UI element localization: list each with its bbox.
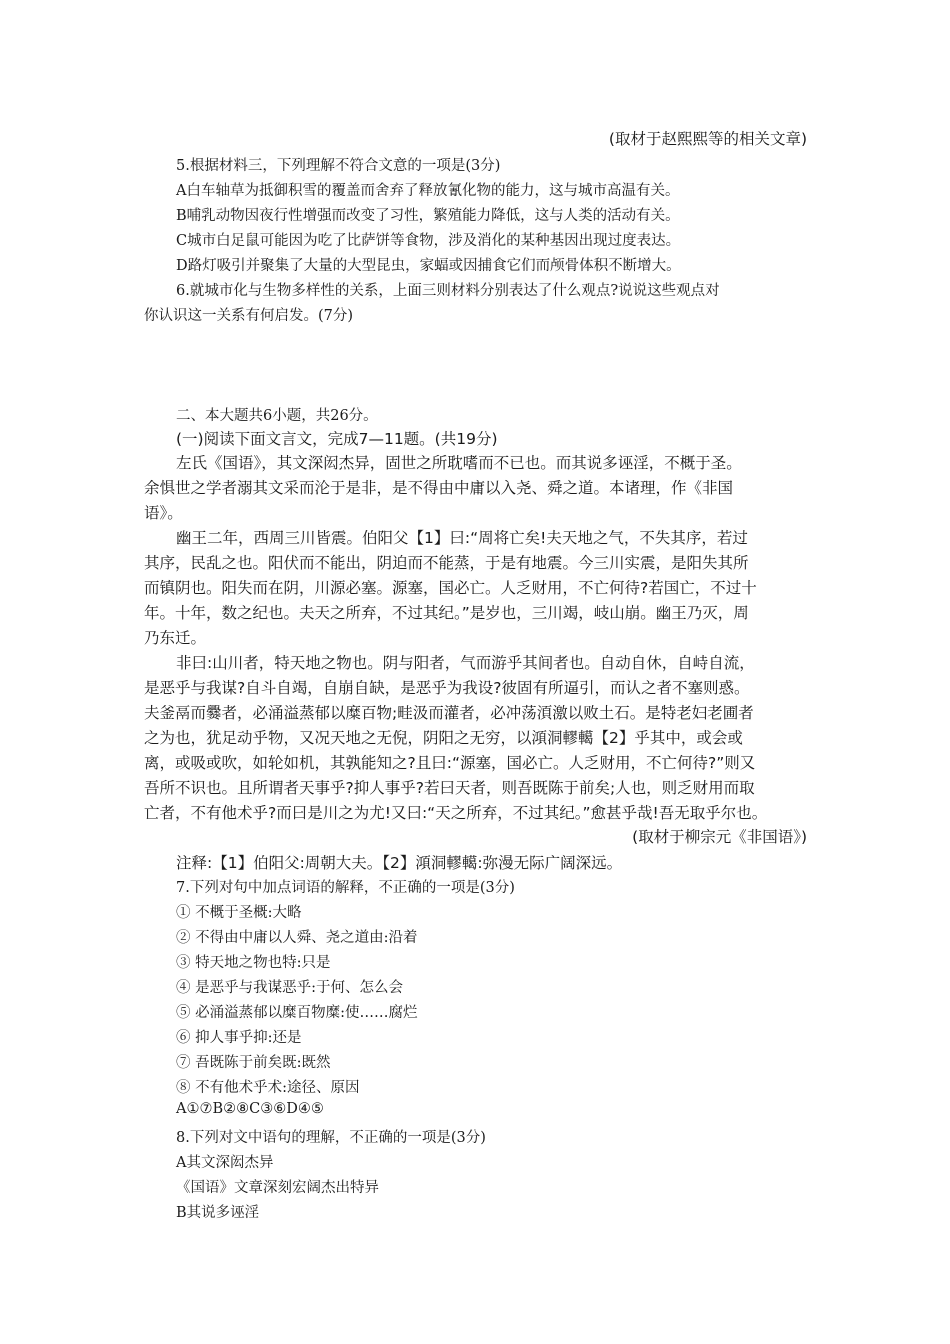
passage-p3-line: 亡者，不有他术乎?而曰是川之为尤!又曰:“天之所弃，不过其纪。”愈甚乎哉!吾无取乎尔也。	[144, 804, 768, 822]
q5-option-d: D路灯吸引并聚集了大量的大型昆虫，家蝠或因捕食它们而颅骨体积不断增大。	[176, 258, 681, 274]
passage-p2-line: 其序，民乱之也。阳伏而不能出，阴迫而不能蒸，于是有地震。今三川实震，是阳失其所	[144, 554, 749, 572]
q8-option-a-explanation: 《国语》文章深刻宏阔杰出特异	[176, 1180, 379, 1196]
passage-p2-line: 乃东迁。	[144, 629, 207, 647]
q7-item: ③ 特天地之物也特:只是	[176, 955, 331, 971]
passage-p2-line: 幽王二年，西周三川皆震。伯阳父【1】曰:“周将亡矣!夫天地之气，不失其序，若过	[176, 529, 748, 547]
q5-option-c: C城市白足鼠可能因为吃了比萨饼等食物，涉及消化的某种基因出现过度表达。	[176, 233, 681, 249]
passage-p1-line: 左氏《国语》，其文深闳杰异，固世之所耽嗜而不已也。而其说多诬淫，不概于圣。	[176, 454, 742, 472]
passage-p2-line: 年。十年，数之纪也。夫天之所弃，不过其纪。”是岁也，三川竭，岐山崩。幽王乃灭，周	[144, 604, 749, 622]
passage-p2-line: 而镇阴也。阳失而在阴，川源必塞。源塞，国必亡。人乏财用，不亡何待?若国亡，不过十	[144, 579, 757, 597]
q7-item: ② 不得由中庸以人舜、尧之道由:沿着	[176, 930, 418, 946]
q6-stem-line-1: 6.就城市化与生物多样性的关系，上面三则材料分别表达了什么观点?说说这些观点对	[176, 283, 720, 299]
passage-p3-line: 吾所不识也。且所谓者天事乎?抑人事乎?若曰天者，则吾既陈于前矣;人也，则乏财用而取	[144, 779, 755, 797]
passage-p3-line: 是恶乎与我谋?自斗自竭，自崩自缺，是恶乎为我设?彼固有所逼引，而认之者不塞则惑。	[144, 679, 750, 697]
q7-item: ④ 是恶乎与我谋恶乎:于何、怎么会	[176, 980, 403, 996]
q6-stem-line-2: 你认识这一关系有何启发。(7分)	[144, 308, 354, 324]
q7-stem: 7.下列对句中加点词语的解释，不正确的一项是(3分)	[176, 880, 515, 896]
footnotes: 注释:【1】伯阳父:周朝大夫。【2】澒洞轇轕:弥漫无际广阔深远。	[176, 854, 623, 872]
q7-item: ① 不概于圣概:大略	[176, 905, 302, 921]
passage-p1-line: 余惧世之学者溺其文采而沦于是非，是不得由中庸以入尧、舜之道。本诸理，作《非国	[144, 479, 734, 497]
q5-option-a: A白车轴草为抵御积雪的覆盖而舍弃了释放氰化物的能力，这与城市高温有关。	[176, 183, 680, 199]
q7-item: ⑥ 抑人事乎抑:还是	[176, 1030, 302, 1046]
passage-p3-line: 夫釜鬲而爨者，必涌溢蒸郁以糜百物;畦汲而灌者，必冲荡湏激以败土石。是特老妇老圃者	[144, 704, 754, 722]
q7-item: ⑧ 不有他术乎术:途径、原因	[176, 1080, 360, 1096]
q8-option-b-quote: B其说多诬淫	[176, 1205, 260, 1221]
q7-item: ⑤ 必涌溢蒸郁以糜百物糜:使……腐烂	[176, 1005, 418, 1021]
passage-p3-line: 非曰:山川者，特天地之物也。阴与阳者，气而游乎其间者也。自动自休，自峙自流，	[176, 654, 755, 672]
passage-p3-line: 之为也，犹足动乎物，又况天地之无倪，阴阳之无穷，以澒洞轇轕【2】乎其中，或会或	[144, 729, 743, 747]
q5-stem: 5.根据材料三，下列理解不符合文意的一项是(3分)	[176, 158, 501, 174]
q8-stem: 8.下列对文中语句的理解，不正确的一项是(3分)	[176, 1130, 486, 1146]
passage-p3-line: 离，或吸或吹，如轮如机，其孰能知之?且曰:“源塞，国必亡。人乏财用，不亡何待?”则又	[144, 754, 756, 772]
q8-option-a-quote: A其文深闳杰异	[176, 1155, 274, 1171]
q5-option-b: B哺乳动物因夜行性增强而改变了习性，繁殖能力降低，这与人类的活动有关。	[176, 208, 680, 224]
passage-p1-line: 语》。	[144, 504, 183, 522]
section-subheading: (一)阅读下面文言文，完成7—11题。(共19分)	[176, 430, 498, 448]
source-citation-1: (取材于赵熙熙等的相关文章)	[608, 130, 807, 148]
q7-options: A①⑦B②⑧C③⑥D④⑤	[176, 1101, 324, 1117]
source-citation-2: (取材于柳宗元《非国语》)	[632, 828, 807, 846]
section-heading: 二、本大题共6小题，共26分。	[176, 408, 378, 424]
q7-item: ⑦ 吾既陈于前矣既:既然	[176, 1055, 331, 1071]
